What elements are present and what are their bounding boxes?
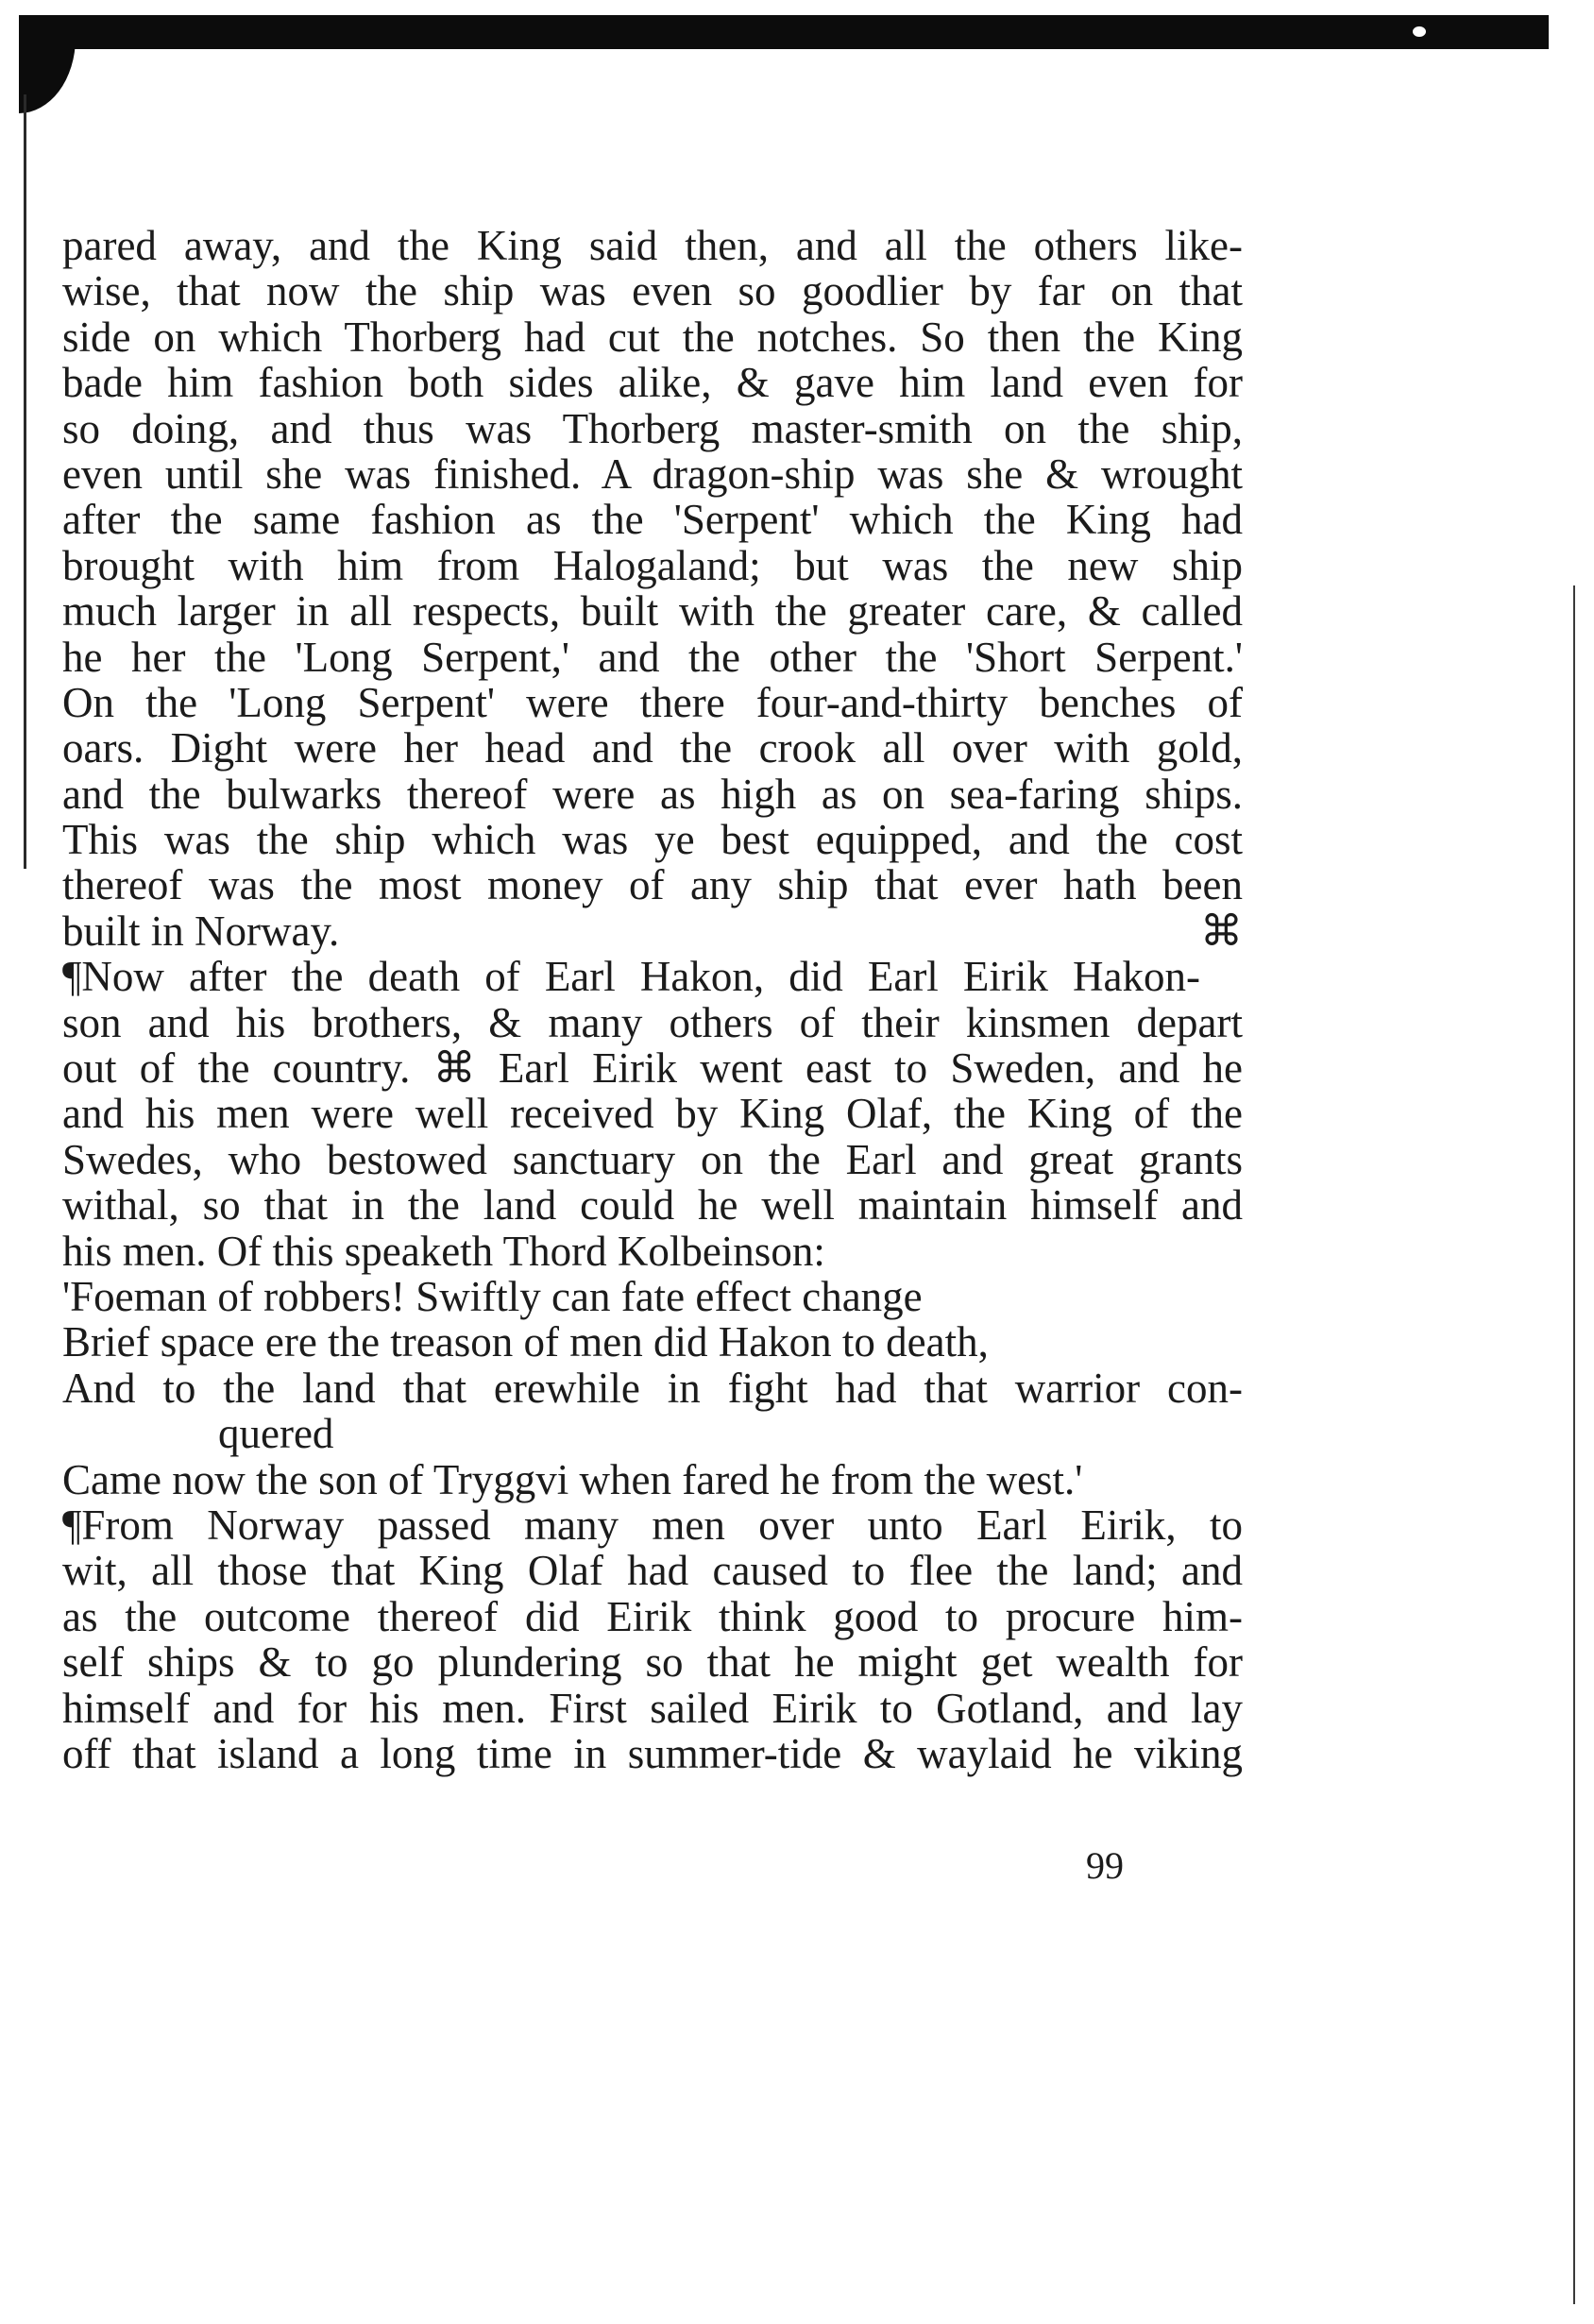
text-line: bade him fashion both sides alike, & gave him land even for (62, 359, 1243, 407)
text-line: son and his brothers, & many others of their kinsmen depart (62, 998, 1243, 1046)
scan-corner-shadow (19, 38, 76, 113)
scan-top-border (19, 15, 1549, 49)
text-segment: out of the country. (62, 1044, 411, 1093)
page-number: 99 (1086, 1844, 1124, 1887)
verse-line: Brief space ere the treason of men did Hakon to death, (62, 1318, 989, 1366)
text-line: his men. Of this speaketh Thord Kolbeinson: (62, 1227, 825, 1275)
text-line: much larger in all respects, built with the greater care, & called (62, 587, 1243, 636)
text-line: as the outcome thereof did Eirik think good to procure him- (62, 1592, 1243, 1640)
text-line: himself and for his men. First sailed Eirik to Gotland, and lay (62, 1684, 1243, 1732)
text-line: and the bulwarks thereof were as high as on sea-faring ships. (62, 770, 1243, 818)
text-line: Swedes, who bestowed sanctuary on the Earl and great grants (62, 1135, 1243, 1183)
scan-speck (1413, 26, 1426, 37)
scan-left-edge (24, 94, 26, 869)
text-line: withal, so that in the land could he well maintain himself and (62, 1181, 1243, 1230)
verse-line: And to the land that erewhile in fight had that warrior con- (62, 1364, 1243, 1412)
text-line: side on which Thorberg had cut the notches. So then the King (62, 313, 1243, 361)
text-line: self ships & to go plundering so that he might get wealth for (62, 1638, 1243, 1687)
ornament-icon: ⌘ (432, 1044, 476, 1093)
text-line: after the same fashion as the 'Serpent' which the King had (62, 496, 1243, 544)
text-line: so doing, and thus was Thorberg master-smith on the ship, (62, 404, 1243, 452)
scan-right-edge (1573, 585, 1575, 2304)
verse-line: Came now the son of Tryggvi when fared he from the west.' (62, 1455, 1083, 1503)
text-line: On the 'Long Serpent' were there four-and-thirty benches of (62, 678, 1243, 726)
text-line-with-ornament (62, 1045, 1243, 1091)
text-line: pared away, and the King said then, and all the others like- (62, 222, 1243, 269)
page-body-text (62, 223, 1243, 1776)
text-line: and his men were well received by King Olaf, the King of the (62, 1090, 1243, 1138)
ornament-icon: ⌘ (1200, 907, 1243, 955)
verse-continuation: quered (218, 1410, 334, 1458)
text-line: This was the ship which was ye best equipped, and the cost (62, 816, 1243, 864)
text-line: he her the 'Long Serpent,' and the other the 'Short Serpent.' (62, 633, 1243, 681)
paragraph-end-line (62, 908, 1243, 954)
text-line: oars. Dight were her head and the crook all over with gold, (62, 724, 1243, 772)
text-line: off that island a long time in summer-tide & waylaid he viking (62, 1729, 1243, 1777)
verse-line: 'Foeman of robbers! Swiftly can fate effect change (62, 1272, 923, 1320)
text-line-content: built in Norway. (62, 907, 340, 955)
text-segment: Earl Eirik went east to Sweden, and he (475, 1044, 1244, 1093)
text-line: ¶Now after the death of Earl Hakon, did Earl Eirik Hakon- (62, 953, 1200, 1001)
text-line: wit, all those that King Olaf had caused to flee the land; and (62, 1547, 1243, 1595)
text-line: wise, that now the ship was even so goodlier by far on that (62, 267, 1243, 315)
text-line: even until she was finished. A dragon-ship was she & wrought (62, 450, 1243, 498)
text-line: ¶From Norway passed many men over unto Earl Eirik, to (62, 1501, 1243, 1549)
text-line: brought with him from Halogaland; but was the new ship (62, 541, 1243, 589)
text-line: thereof was the most money of any ship that ever hath been (62, 861, 1243, 909)
